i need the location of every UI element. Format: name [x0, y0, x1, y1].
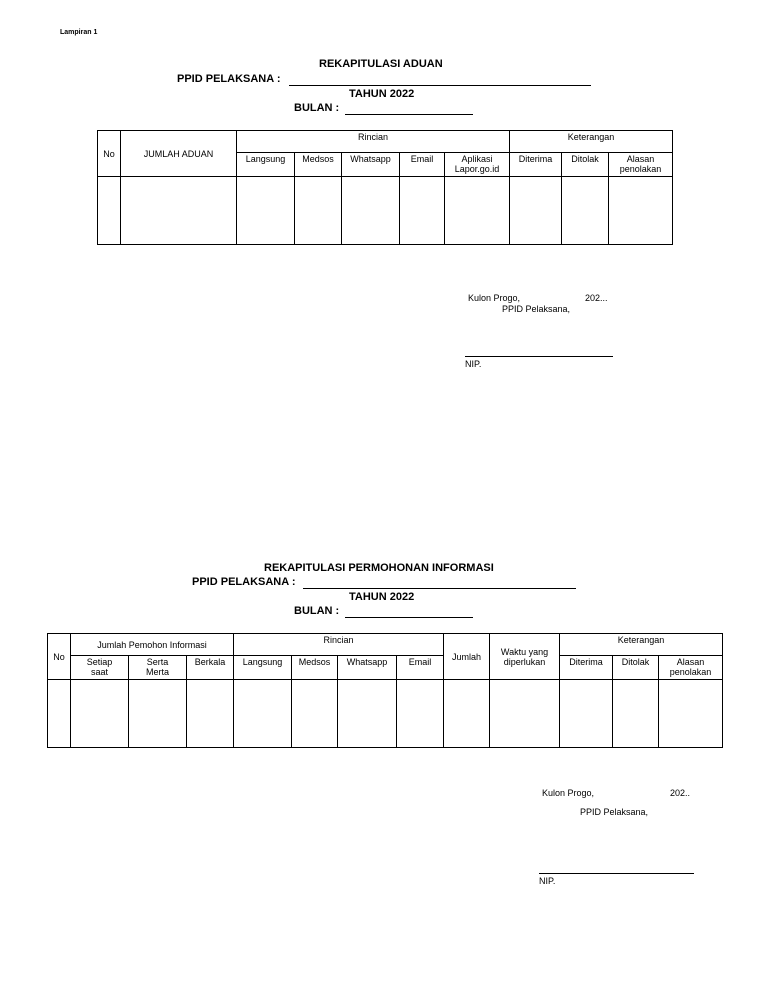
col-no: No	[48, 634, 71, 680]
col-alasan	[659, 656, 723, 680]
lampiran-label: Lampiran 1	[60, 29, 98, 36]
col-keterangan: Keterangan	[560, 634, 723, 656]
col-whatsapp: Whatsapp	[338, 656, 397, 680]
form2-bulan-line	[345, 617, 473, 618]
form1-sign-year: 202...	[585, 293, 608, 303]
col-waktu-line1: Waktu yang	[500, 646, 549, 657]
form1-ppid-label: PPID PELAKSANA :	[177, 73, 281, 85]
form2-sign-role: PPID Pelaksana,	[580, 807, 649, 817]
cell-email[interactable]	[397, 680, 444, 748]
form1-nip: NIP.	[465, 359, 482, 369]
cell-medsos[interactable]	[295, 177, 342, 245]
col-diterima: Diterima	[510, 153, 562, 177]
form2-title: REKAPITULASI PERMOHONAN INFORMASI	[264, 562, 494, 574]
col-alasan-line2: penolakan	[619, 164, 662, 174]
col-rincian: Rincian	[234, 634, 444, 656]
cell-whatsapp[interactable]	[338, 680, 397, 748]
form2-bulan-label: BULAN :	[294, 605, 340, 617]
cell-medsos[interactable]	[292, 680, 338, 748]
col-jumlah: Jumlah	[444, 634, 490, 680]
form1-title: REKAPITULASI ADUAN	[319, 58, 443, 70]
col-langsung: Langsung	[237, 153, 295, 177]
cell-waktu[interactable]	[490, 680, 560, 748]
col-aplikasi-line2: Lapor.go.id	[454, 164, 500, 174]
col-alasan-line2: penolakan	[669, 667, 712, 677]
form2-ppid-label: PPID PELAKSANA :	[192, 576, 296, 588]
col-rincian: Rincian	[237, 131, 510, 153]
table-row	[48, 680, 723, 748]
cell-langsung[interactable]	[237, 177, 295, 245]
cell-serta-merta[interactable]	[129, 680, 187, 748]
col-serta-line2: Merta	[145, 667, 169, 677]
form1-tahun: TAHUN 2022	[349, 88, 415, 100]
form2-nip: NIP.	[539, 876, 556, 886]
cell-no[interactable]	[48, 680, 71, 748]
col-jumlah-aduan: JUMLAH ADUAN	[121, 131, 237, 177]
form1-signature-line	[465, 356, 613, 357]
form1-bulan-line	[345, 114, 473, 115]
col-setiap-line1: Setiap	[86, 657, 113, 667]
col-medsos: Medsos	[292, 656, 338, 680]
col-jumlah-pemohon: Jumlah Pemohon Informasi	[71, 634, 234, 656]
form2-sign-year: 202..	[670, 788, 691, 798]
cell-ditolak[interactable]	[613, 680, 659, 748]
col-aplikasi	[445, 153, 510, 177]
form1-sign-role: PPID Pelaksana,	[502, 304, 571, 314]
col-email: Email	[397, 656, 444, 680]
col-serta-merta	[129, 656, 187, 680]
col-whatsapp: Whatsapp	[342, 153, 400, 177]
form1-sign-place: Kulon Progo,	[468, 293, 521, 303]
col-email: Email	[400, 153, 445, 177]
cell-ditolak[interactable]	[562, 177, 609, 245]
col-waktu	[490, 634, 560, 680]
form2-tahun: TAHUN 2022	[349, 591, 415, 603]
form2-table	[47, 633, 723, 748]
form2-sign-place: Kulon Progo,	[542, 788, 595, 798]
cell-email[interactable]	[400, 177, 445, 245]
cell-alasan[interactable]	[659, 680, 723, 748]
col-aplikasi-line1: Aplikasi	[461, 154, 493, 164]
cell-aplikasi[interactable]	[445, 177, 510, 245]
form1-ppid-line	[289, 85, 591, 86]
col-berkala: Berkala	[187, 656, 234, 680]
cell-diterima[interactable]	[560, 680, 613, 748]
form1-table	[97, 130, 673, 245]
col-ditolak: Ditolak	[613, 656, 659, 680]
cell-diterima[interactable]	[510, 177, 562, 245]
cell-no[interactable]	[98, 177, 121, 245]
form2-ppid-line	[303, 588, 576, 589]
table-row	[98, 177, 673, 245]
col-no: No	[98, 131, 121, 177]
form1-bulan-label: BULAN :	[294, 102, 340, 114]
cell-berkala[interactable]	[187, 680, 234, 748]
col-alasan-line1: Alasan	[676, 657, 705, 667]
col-diterima: Diterima	[560, 656, 613, 680]
cell-jumlah[interactable]	[444, 680, 490, 748]
col-alasan	[609, 153, 673, 177]
cell-setiap-saat[interactable]	[71, 680, 129, 748]
cell-jumlah-aduan[interactable]	[121, 177, 237, 245]
col-waktu-line2: diperlukan	[503, 656, 546, 667]
col-keterangan: Keterangan	[510, 131, 673, 153]
col-serta-line1: Serta	[146, 657, 169, 667]
cell-whatsapp[interactable]	[342, 177, 400, 245]
col-setiap-line2: saat	[90, 667, 108, 677]
col-ditolak: Ditolak	[562, 153, 609, 177]
col-alasan-line1: Alasan	[626, 154, 655, 164]
cell-alasan[interactable]	[609, 177, 673, 245]
col-langsung: Langsung	[234, 656, 292, 680]
form2-signature-line	[539, 873, 694, 874]
col-setiap-saat	[71, 656, 129, 680]
cell-langsung[interactable]	[234, 680, 292, 748]
col-medsos: Medsos	[295, 153, 342, 177]
